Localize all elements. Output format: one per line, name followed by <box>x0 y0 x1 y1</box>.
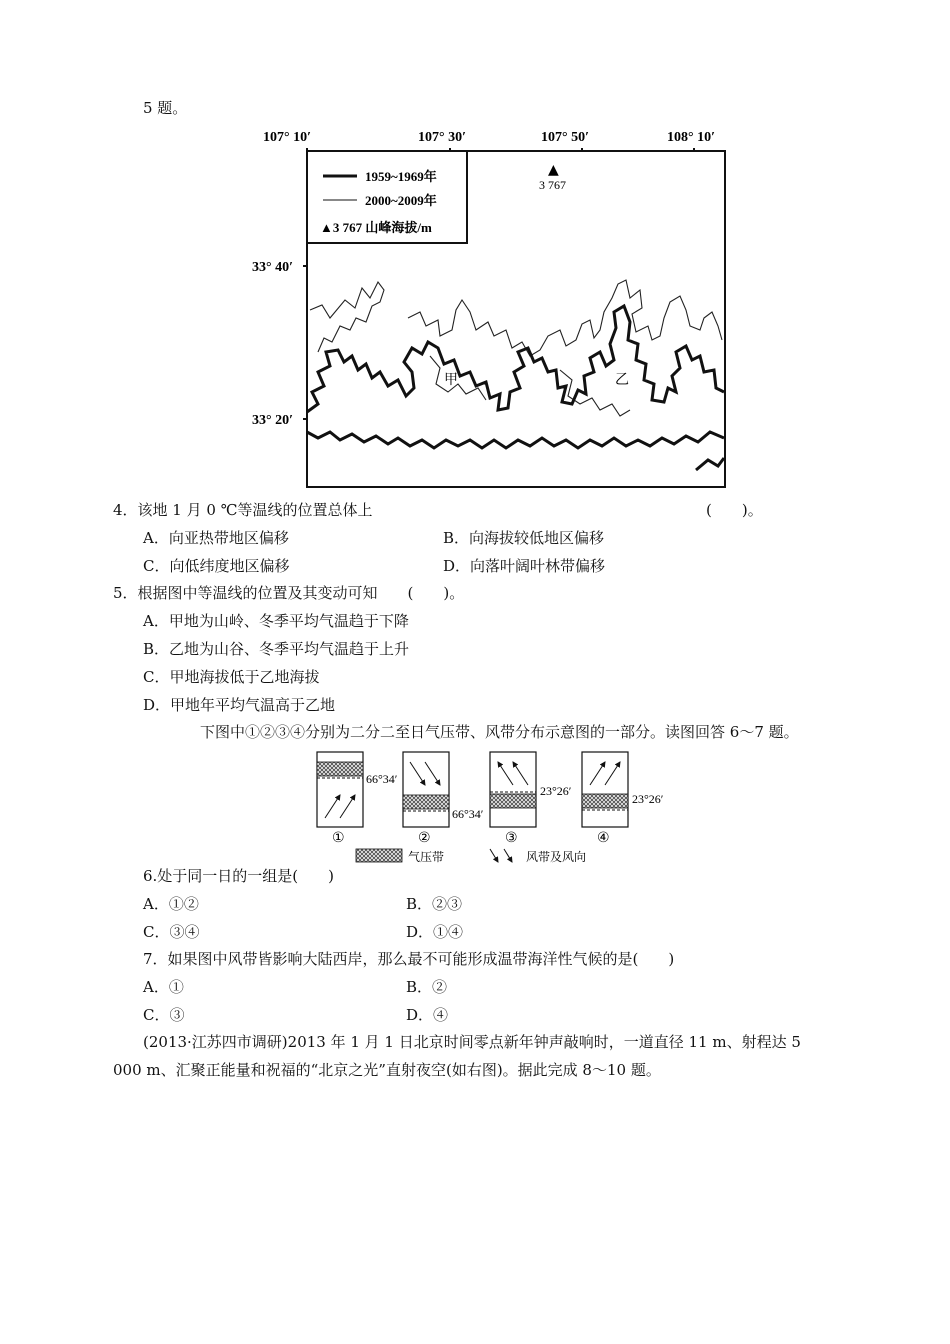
q4-option-a: A．向亚热带地区偏移 <box>143 529 289 547</box>
q5-option-a: A．甲地为山岭、冬季平均气温趋于下降 <box>143 612 409 630</box>
lat-label: 33° 20′ <box>252 413 294 428</box>
legend-line1: 1959~1969年 <box>365 169 437 184</box>
q4-option-b: B．向海拔较低地区偏移 <box>443 529 605 547</box>
peak-icon: ▲ <box>548 162 559 178</box>
legend-peak: ▲3 767 山峰海拔/m <box>320 220 432 235</box>
q7-option-b: B．② <box>406 978 448 996</box>
legend-belt-label: 气压带 <box>408 850 445 864</box>
q6-option-a: A．①② <box>143 895 199 913</box>
lat-label-1: 66°34′ <box>366 772 398 786</box>
lat-label-4: 23°26′ <box>632 792 664 806</box>
q6-stem: 6.处于同一日的一组是( ) <box>143 867 335 885</box>
q6-option-c: C．③④ <box>143 923 200 941</box>
q7-option-c: C．③ <box>143 1006 185 1024</box>
panel-number-4: ④ <box>597 830 610 846</box>
peak-value: 3 767 <box>539 178 566 192</box>
q6-option-d: D．①④ <box>406 923 464 941</box>
panel-number-1: ① <box>332 830 345 846</box>
lon-label: 107° 50′ <box>541 130 590 145</box>
q5-option-d: D．甲地年平均气温高于乙地 <box>143 696 336 714</box>
pressure-belt <box>403 795 449 809</box>
q7-option-a: A．① <box>143 978 184 996</box>
intro-q8-10-line2: 000 m、汇聚正能量和祝福的“北京之光”直射夜空(如右图)。据此完成 8～10 题。 <box>113 1061 661 1079</box>
legend-line2: 2000~2009年 <box>365 193 437 208</box>
q4-stem: 4．该地 1 月 0 ℃等温线的位置总体上 <box>113 501 373 519</box>
intro-q6-7: 下图中①②③④分别为二分二至日气压带、风带分布示意图的一部分。读图回答 6～7 题。 <box>200 723 799 741</box>
intro-q8-10-line1: (2013·江苏四市调研)2013 年 1 月 1 日北京时间零点新年钟声敲响时，一道直径 11 m、射程达 5 <box>143 1033 801 1051</box>
legend-belt-swatch <box>356 849 402 862</box>
panel-4 <box>582 752 628 827</box>
legend-wind-arrow <box>504 849 512 862</box>
q7-option-d: D．④ <box>406 1006 449 1024</box>
q5-stem: 5．根据图中等温线的位置及其变动可知 ( )。 <box>113 584 465 602</box>
pressure-belt <box>490 794 536 808</box>
legend-wind-arrow <box>490 849 498 862</box>
lon-label: 107° 10′ <box>263 130 312 145</box>
lat-label-3: 23°26′ <box>540 784 572 798</box>
q7-stem: 7．如果图中风带皆影响大陆西岸，那么最不可能形成温带海洋性气候的是( ) <box>143 950 675 968</box>
pressure-belt <box>317 762 363 776</box>
panel-number-2: ② <box>418 830 431 846</box>
panel-3 <box>490 752 536 827</box>
intro-tail: 5 题。 <box>143 99 188 117</box>
lon-label: 108° 10′ <box>667 130 716 145</box>
point-yi: 乙 <box>615 372 629 388</box>
pressure-belt <box>582 794 628 808</box>
q4-paren: ( )。 <box>706 501 763 519</box>
lat-label-2: 66°34′ <box>452 807 484 821</box>
panel-number-3: ③ <box>505 830 518 846</box>
lon-label: 107° 30′ <box>418 130 467 145</box>
q6-option-b: B．②③ <box>406 895 463 913</box>
q4-option-d: D．向落叶阔叶林带偏移 <box>443 557 606 575</box>
q5-option-c: C．甲地海拔低于乙地海拔 <box>143 668 320 686</box>
q5-option-b: B．乙地为山谷、冬季平均气温趋于上升 <box>143 640 410 658</box>
q4-option-c: C．向低纬度地区偏移 <box>143 557 290 575</box>
point-jia: 甲 <box>444 372 458 388</box>
legend-wind-label: 风带及风向 <box>526 850 587 864</box>
lat-label: 33° 40′ <box>252 260 294 275</box>
